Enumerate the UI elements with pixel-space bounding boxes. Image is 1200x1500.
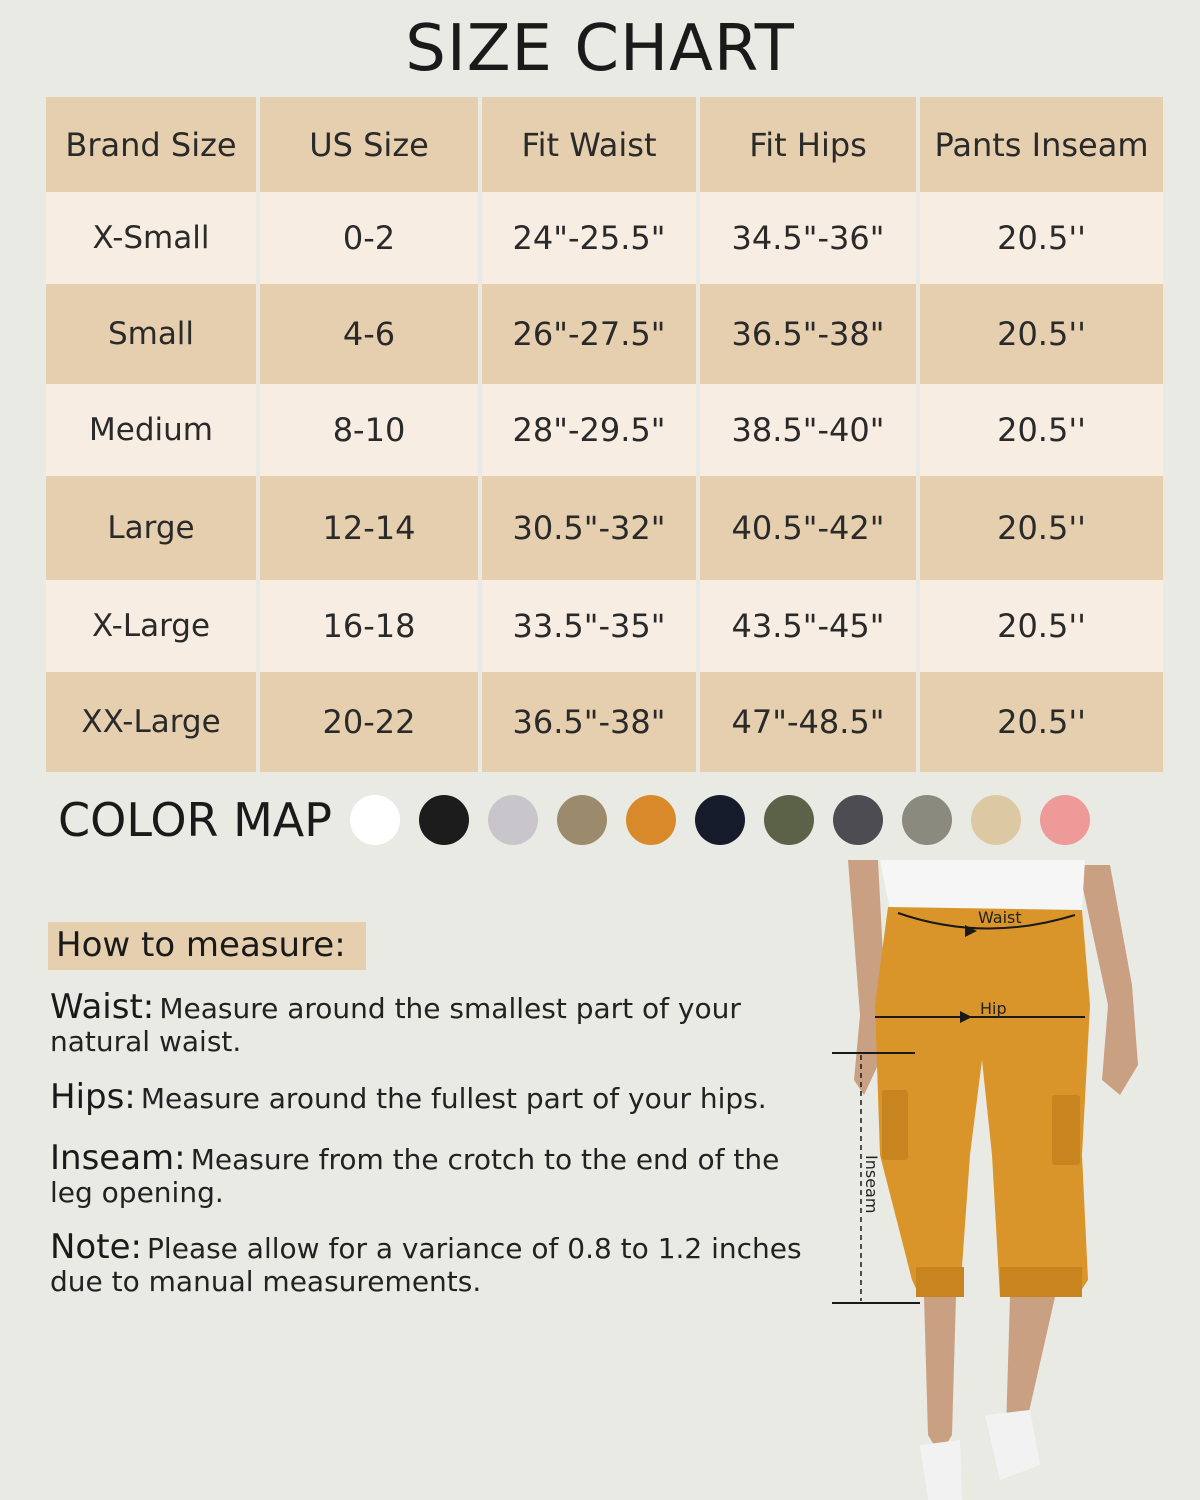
instruction-waist — [50, 987, 810, 1060]
instruction-text: Measure around the fullest part of your hips. — [140, 1082, 767, 1115]
color-swatch-black[interactable] — [419, 795, 469, 845]
table-cell: 38.5"-40" — [700, 384, 920, 476]
table-cell: 4-6 — [260, 284, 482, 384]
table-cell: 20.5'' — [920, 384, 1163, 476]
color-swatch-charcoal[interactable] — [833, 795, 883, 845]
header-us-size: US Size — [260, 97, 482, 192]
table-cell: 24"-25.5" — [482, 192, 700, 284]
color-swatch-khaki[interactable] — [557, 795, 607, 845]
table-cell: 20.5'' — [920, 284, 1163, 384]
table-cell: 0-2 — [260, 192, 482, 284]
color-swatch-navy[interactable] — [695, 795, 745, 845]
header-pants-inseam: Pants Inseam — [920, 97, 1163, 192]
table-cell: 40.5"-42" — [700, 476, 920, 580]
instruction-text: Please allow for a variance of 0.8 to 1.2 inches due to manual measurements. — [50, 1232, 802, 1298]
instruction-text: Measure from the crotch to the end of the leg opening. — [50, 1143, 780, 1209]
pants-measurement-figure — [820, 855, 1180, 1500]
right-leg — [1006, 1297, 1055, 1430]
right-cargo-pocket — [1052, 1095, 1080, 1165]
table-cell: 20.5'' — [920, 580, 1163, 672]
page-title: SIZE CHART — [405, 12, 795, 86]
table-cell: 20.5'' — [920, 476, 1163, 580]
instruction-key: Note: — [50, 1227, 142, 1267]
table-cell: Small — [46, 284, 260, 384]
inseam-label: Inseam — [862, 1155, 881, 1214]
hip-label: Hip — [980, 999, 1007, 1018]
header-fit-waist: Fit Waist — [482, 97, 700, 192]
table-cell: X-Large — [46, 580, 260, 672]
table-cell: 16-18 — [260, 580, 482, 672]
table-cell: XX-Large — [46, 672, 260, 772]
table-cell: 20.5'' — [920, 672, 1163, 772]
table-cell: 36.5"-38" — [700, 284, 920, 384]
table-row — [46, 284, 1163, 384]
table-cell: Medium — [46, 384, 260, 476]
instruction-hips — [50, 1077, 810, 1117]
left-cuff — [916, 1267, 964, 1297]
color-swatch-mustard[interactable] — [626, 795, 676, 845]
right-cuff — [1000, 1267, 1082, 1297]
left-shoe — [920, 1440, 962, 1500]
color-swatch-gray[interactable] — [902, 795, 952, 845]
color-swatch-light-gray[interactable] — [488, 795, 538, 845]
size-table — [46, 97, 1163, 772]
waist-label: Waist — [978, 908, 1022, 927]
table-row — [46, 580, 1163, 672]
left-cargo-pocket — [882, 1090, 908, 1160]
table-cell: Large — [46, 476, 260, 580]
instruction-key: Hips: — [50, 1077, 136, 1117]
table-cell: 47"-48.5" — [700, 672, 920, 772]
color-swatch-white[interactable] — [350, 795, 400, 845]
table-cell: 30.5"-32" — [482, 476, 700, 580]
table-cell: 8-10 — [260, 384, 482, 476]
table-row — [46, 384, 1163, 476]
table-cell: 28"-29.5" — [482, 384, 700, 476]
color-swatch-beige[interactable] — [971, 795, 1021, 845]
table-header-row — [46, 97, 1163, 192]
table-row — [46, 672, 1163, 772]
color-map — [58, 792, 1109, 848]
table-cell: 33.5"-35" — [482, 580, 700, 672]
table-cell: 20-22 — [260, 672, 482, 772]
table-cell: 36.5"-38" — [482, 672, 700, 772]
table-cell: 20.5'' — [920, 192, 1163, 284]
table-cell: 43.5"-45" — [700, 580, 920, 672]
left-leg — [924, 1297, 956, 1455]
table-cell: 26"-27.5" — [482, 284, 700, 384]
table-row — [46, 476, 1163, 580]
color-map-label: COLOR MAP — [58, 793, 333, 847]
color-swatch-pink[interactable] — [1040, 795, 1090, 845]
table-cell: 34.5"-36" — [700, 192, 920, 284]
instruction-key: Inseam: — [50, 1138, 186, 1178]
instruction-text: Measure around the smallest part of your natural waist. — [50, 992, 741, 1058]
shirt — [880, 860, 1085, 910]
color-swatch-olive[interactable] — [764, 795, 814, 845]
table-cell: 12-14 — [260, 476, 482, 580]
table-row — [46, 192, 1163, 284]
instruction-key: Waist: — [50, 987, 155, 1027]
header-brand-size: Brand Size — [46, 97, 260, 192]
how-to-measure-title: How to measure: — [56, 925, 346, 965]
header-fit-hips: Fit Hips — [700, 97, 920, 192]
instruction-note — [50, 1227, 810, 1300]
right-shoe — [985, 1410, 1040, 1480]
instruction-inseam — [50, 1138, 810, 1211]
table-cell: X-Small — [46, 192, 260, 284]
